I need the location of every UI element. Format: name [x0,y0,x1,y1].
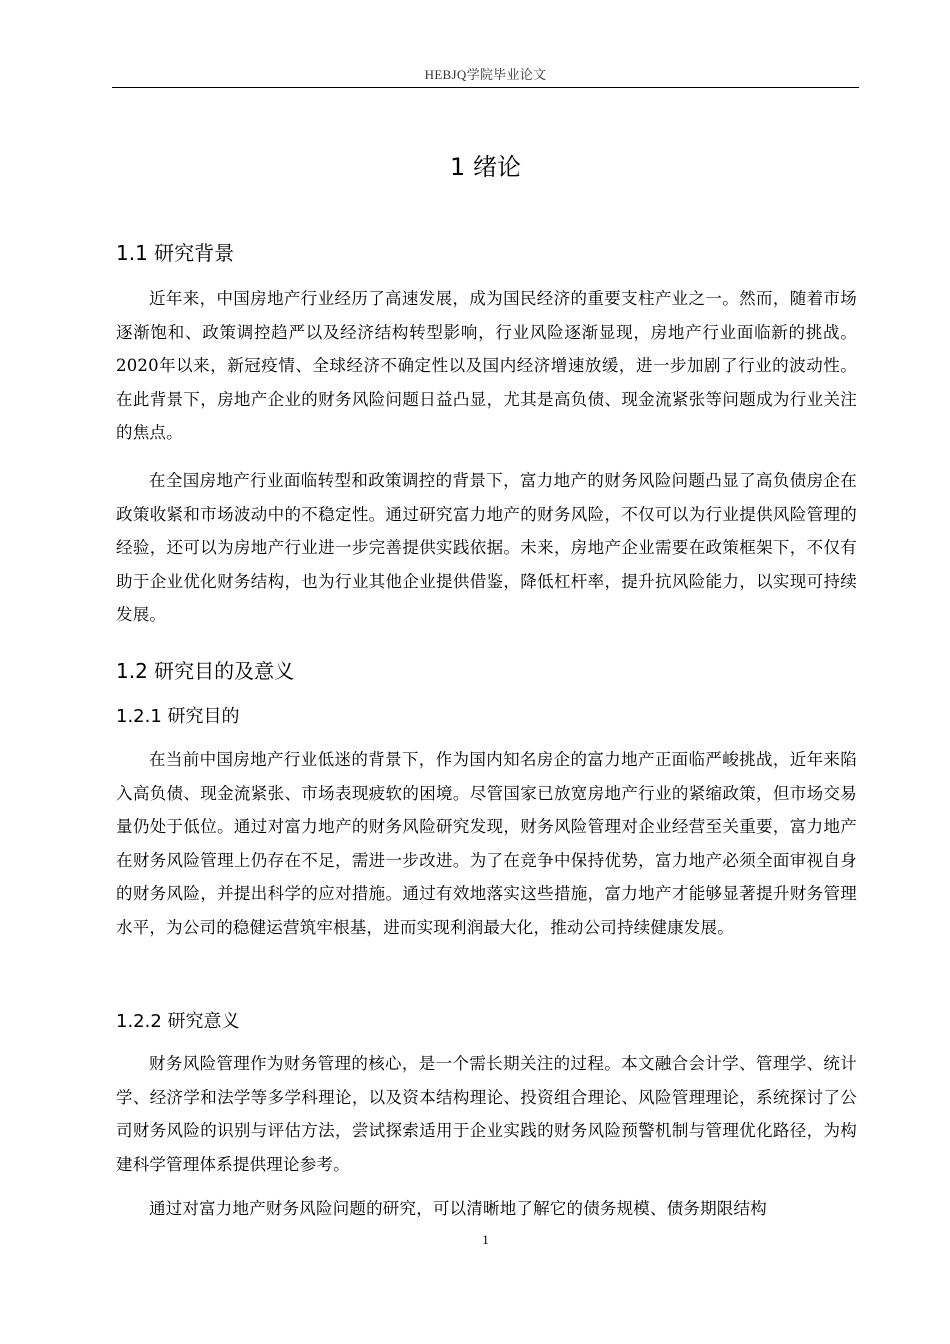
paragraph-purpose: 在当前中国房地产行业低迷的背景下，作为国内知名房企的富力地产正面临严峻挑战，近年来陷入高负债、现金流紧张、市场表现疲软的困境。尽管国家已放宽房地产行业的紧缩政策，但市场交易量仍处于低位。通过对富力地产的财务风险研究发现，财务风险管理对企业经营至关重要，富力地产在财务风险管理上仍存在不足，需进一步改进。为了在竞争中保持优势，富力地产必须全面审视自身的财务风险，并提出科学的应对措施。通过有效地落实这些措施，富力地产才能够显著提升财务管理水平，为公司的稳健运营筑牢根基，进而实现利润最大化，推动公司持续健康发展。 [116,750,857,937]
page-header: HEBJQ学院毕业论文 [424,67,547,82]
paragraph-background-2: 在全国房地产行业面临转型和政策调控的背景下，富力地产的财务风险问题凸显了高负债房企在政策收紧和市场波动中的不稳定性。通过研究富力地产的财务风险，不仅可以为行业提供风险管理的经验，还可以为房地产行业进一步完善提供实践依据。未来，房地产企业需要在政策框架下，不仅有助于企业优化财务结构，也为行业其他企业提供借鉴，降低杠杆率，提升抗风险能力，以实现可持续发展。 [116,471,857,625]
subsection-heading-1-2-2: 1.2.2 研究意义 [116,1011,240,1032]
page-number: 1 [482,1232,489,1247]
section-heading-1-1: 1.1 研究背景 [116,241,235,265]
chapter-title: 1 绪论 [450,153,521,181]
subsection-heading-1-2-1: 1.2.1 研究目的 [116,706,240,727]
paragraph-significance-1: 财务风险管理作为财务管理的核心，是一个需长期关注的过程。本文融合会计学、管理学、统计学、经济学和法学等多学科理论，以及资本结构理论、投资组合理论、风险管理理论，系统探讨了公司财务风险的识别与评估方法，尝试探索适用于企业实践的财务风险预警机制与管理优化路径，为构建科学管理体系提供理论参考。 [116,1054,857,1174]
section-heading-1-2: 1.2 研究目的及意义 [116,659,295,683]
paragraph-background-1: 近年来，中国房地产行业经历了高速发展，成为国民经济的重要支柱产业之一。然而，随着市场逐渐饱和、政策调控趋严以及经济结构转型影响，行业风险逐渐显现，房地产行业面临新的挑战。2020年以来，新冠疫情、全球经济不确定性以及国内经济增速放缓，进一步加剧了行业的波动性。在此背景下，房地产企业的财务风险问题日益凸显，尤其是高负债、现金流紧张等问题成为行业关注的焦点。 [116,289,857,443]
header-divider [112,87,859,88]
paragraph-significance-2: 通过对富力地产财务风险问题的研究，可以清晰地了解它的债务规模、债务期限结构 [149,1199,767,1218]
